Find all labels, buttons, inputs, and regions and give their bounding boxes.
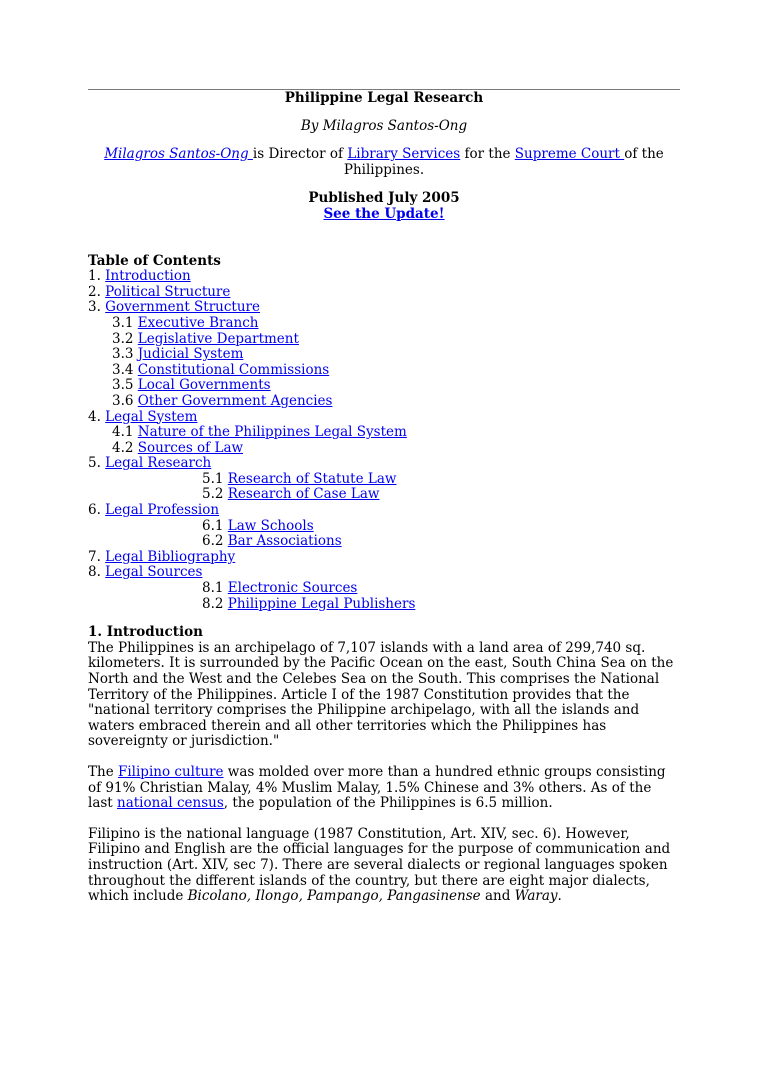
toc-item xyxy=(88,410,680,426)
toc-item-number: 3.2 xyxy=(112,330,138,347)
toc-item xyxy=(88,269,680,285)
toc-link[interactable]: Bar Associations xyxy=(227,533,342,550)
toc-item xyxy=(88,363,680,379)
intro-p2-text2: was molded over more than a hundred ethnic groups consisting of 91% Christian Malay, 4% Muslim Malay, 1.5% Chinese and 3% others. As of the last xyxy=(88,763,666,812)
toc-item-number: 3.1 xyxy=(112,314,138,331)
toc-item xyxy=(88,332,680,348)
toc-link[interactable]: Research of Case Law xyxy=(227,486,380,503)
toc-link[interactable]: Judicial System xyxy=(137,346,244,363)
toc-item xyxy=(88,425,680,441)
toc-item xyxy=(88,550,680,566)
intro-paragraph-3 xyxy=(88,827,680,905)
toc-item xyxy=(88,534,680,550)
toc-item xyxy=(88,581,680,597)
toc-link[interactable]: Legal Research xyxy=(105,455,212,472)
toc-link[interactable]: Legal Profession xyxy=(105,502,220,519)
toc-link[interactable]: Legal Bibliography xyxy=(105,548,236,565)
author-link[interactable]: Milagros Santos-Ong xyxy=(104,146,253,163)
toc-link[interactable]: Sources of Law xyxy=(137,439,244,456)
toc-link[interactable]: Introduction xyxy=(105,268,191,285)
toc-item xyxy=(88,487,680,503)
toc-item-number: 6. xyxy=(88,502,106,519)
toc-item-number: 4. xyxy=(88,408,106,425)
toc-item xyxy=(88,394,680,410)
intro-p2-text3: , the population of the Philippines is 6.5 million. xyxy=(223,795,553,812)
toc-item-number: 6.2 xyxy=(202,533,228,550)
published-date: Published July 2005 xyxy=(308,190,460,207)
toc-item-number: 8.2 xyxy=(202,595,228,612)
intro-paragraph-2 xyxy=(88,765,680,812)
toc-item-number: 4.2 xyxy=(112,439,138,456)
toc-item xyxy=(88,456,680,472)
toc-item-number: 3.3 xyxy=(112,346,138,363)
filipino-culture-link[interactable]: Filipino culture xyxy=(117,763,224,780)
toc-link[interactable]: Legislative Department xyxy=(137,330,299,347)
toc-link[interactable]: Executive Branch xyxy=(137,314,259,331)
author-desc-text2: for the xyxy=(460,146,515,163)
toc-item xyxy=(88,347,680,363)
byline: By Milagros Santos-Ong xyxy=(300,117,468,134)
library-services-link[interactable]: Library Services xyxy=(347,146,461,163)
toc-item-number: 3.4 xyxy=(112,361,138,378)
intro-paragraph-1: The Philippines is an archipelago of 7,107 islands with a land area of 299,740 sq. kilometers. It is surrounded by the Pacific Ocean on the east, South China Sea on the North and the West and the Celebes Sea on the South. This comprises the National Territory of the Philippines. Article I of the 1987 Constitution provides that the "national territory comprises the Philippine archipelago, with all the islands and waters embraced therein and all other territories which the Philippines has sovereignty or jurisdiction." xyxy=(88,639,674,750)
toc-item xyxy=(88,285,680,301)
toc-item xyxy=(88,597,680,613)
toc-heading: Table of Contents xyxy=(88,252,221,269)
toc-item-number: 6.1 xyxy=(202,517,228,534)
toc-link[interactable]: Legal System xyxy=(105,408,198,425)
toc-link[interactable]: Philippine Legal Publishers xyxy=(227,595,416,612)
toc-link[interactable]: Electronic Sources xyxy=(227,580,358,597)
toc-item xyxy=(88,316,680,332)
author-desc-text3: of the Philippines. xyxy=(343,146,664,178)
document-page xyxy=(0,89,768,905)
toc-item-number: 2. xyxy=(88,283,106,300)
toc-link[interactable]: Research of Statute Law xyxy=(227,470,397,487)
toc-item-number: 1. xyxy=(88,268,106,285)
page-title: Philippine Legal Research xyxy=(284,90,484,106)
toc-item-number: 7. xyxy=(88,548,106,565)
intro-p2-text1: The xyxy=(88,763,118,780)
toc-item-number: 8. xyxy=(88,564,106,581)
toc-link[interactable]: Law Schools xyxy=(227,517,314,534)
toc-item xyxy=(88,378,680,394)
author-description xyxy=(88,147,680,178)
toc-item-number: 3.5 xyxy=(112,377,138,394)
toc-link[interactable]: Government Structure xyxy=(105,299,260,316)
toc-item xyxy=(88,472,680,488)
toc-item xyxy=(88,441,680,457)
see-update-link[interactable]: See the Update! xyxy=(323,205,445,222)
toc-item-number: 4.1 xyxy=(112,424,138,441)
author-desc-text1: is Director of xyxy=(252,146,348,163)
intro-p3-text3: . xyxy=(557,888,562,905)
toc-link[interactable]: Constitutional Commissions xyxy=(137,361,330,378)
toc-item-number: 5.1 xyxy=(202,470,228,487)
toc-link[interactable]: Local Governments xyxy=(137,377,271,394)
national-census-link[interactable]: national census xyxy=(117,795,224,812)
toc-item xyxy=(88,503,680,519)
toc-item-number: 3.6 xyxy=(112,392,138,409)
intro-p3-text1: Filipino is the national language (1987 Constitution, Art. XIV, sec. 6). However, Filipino and English are the official languages for the purpose of communication and instruction (Art. XIV, sec 7). There are several dialects or regional languages spoken throughout the different islands of the country, but there are eight major dialects, which include xyxy=(88,825,671,905)
dialect-names: Bicolano, Ilongo, Pampango, Pangasinense xyxy=(187,888,481,905)
toc-item-number: 5.2 xyxy=(202,486,228,503)
toc-item xyxy=(88,300,680,316)
supreme-court-link[interactable]: Supreme Court xyxy=(514,146,625,163)
table-of-contents xyxy=(88,269,680,612)
toc-item xyxy=(88,565,680,581)
dialect-name-last: Waray xyxy=(514,888,558,905)
intro-p3-text2: and xyxy=(480,888,515,905)
toc-link[interactable]: Nature of the Philippines Legal System xyxy=(137,424,407,441)
section-heading-introduction: 1. Introduction xyxy=(88,624,203,641)
toc-item-number: 8.1 xyxy=(202,580,228,597)
toc-item xyxy=(88,519,680,535)
toc-link[interactable]: Legal Sources xyxy=(105,564,203,581)
toc-link[interactable]: Other Government Agencies xyxy=(137,392,333,409)
toc-item-number: 5. xyxy=(88,455,106,472)
toc-item-number: 3. xyxy=(88,299,106,316)
toc-link[interactable]: Political Structure xyxy=(105,283,231,300)
